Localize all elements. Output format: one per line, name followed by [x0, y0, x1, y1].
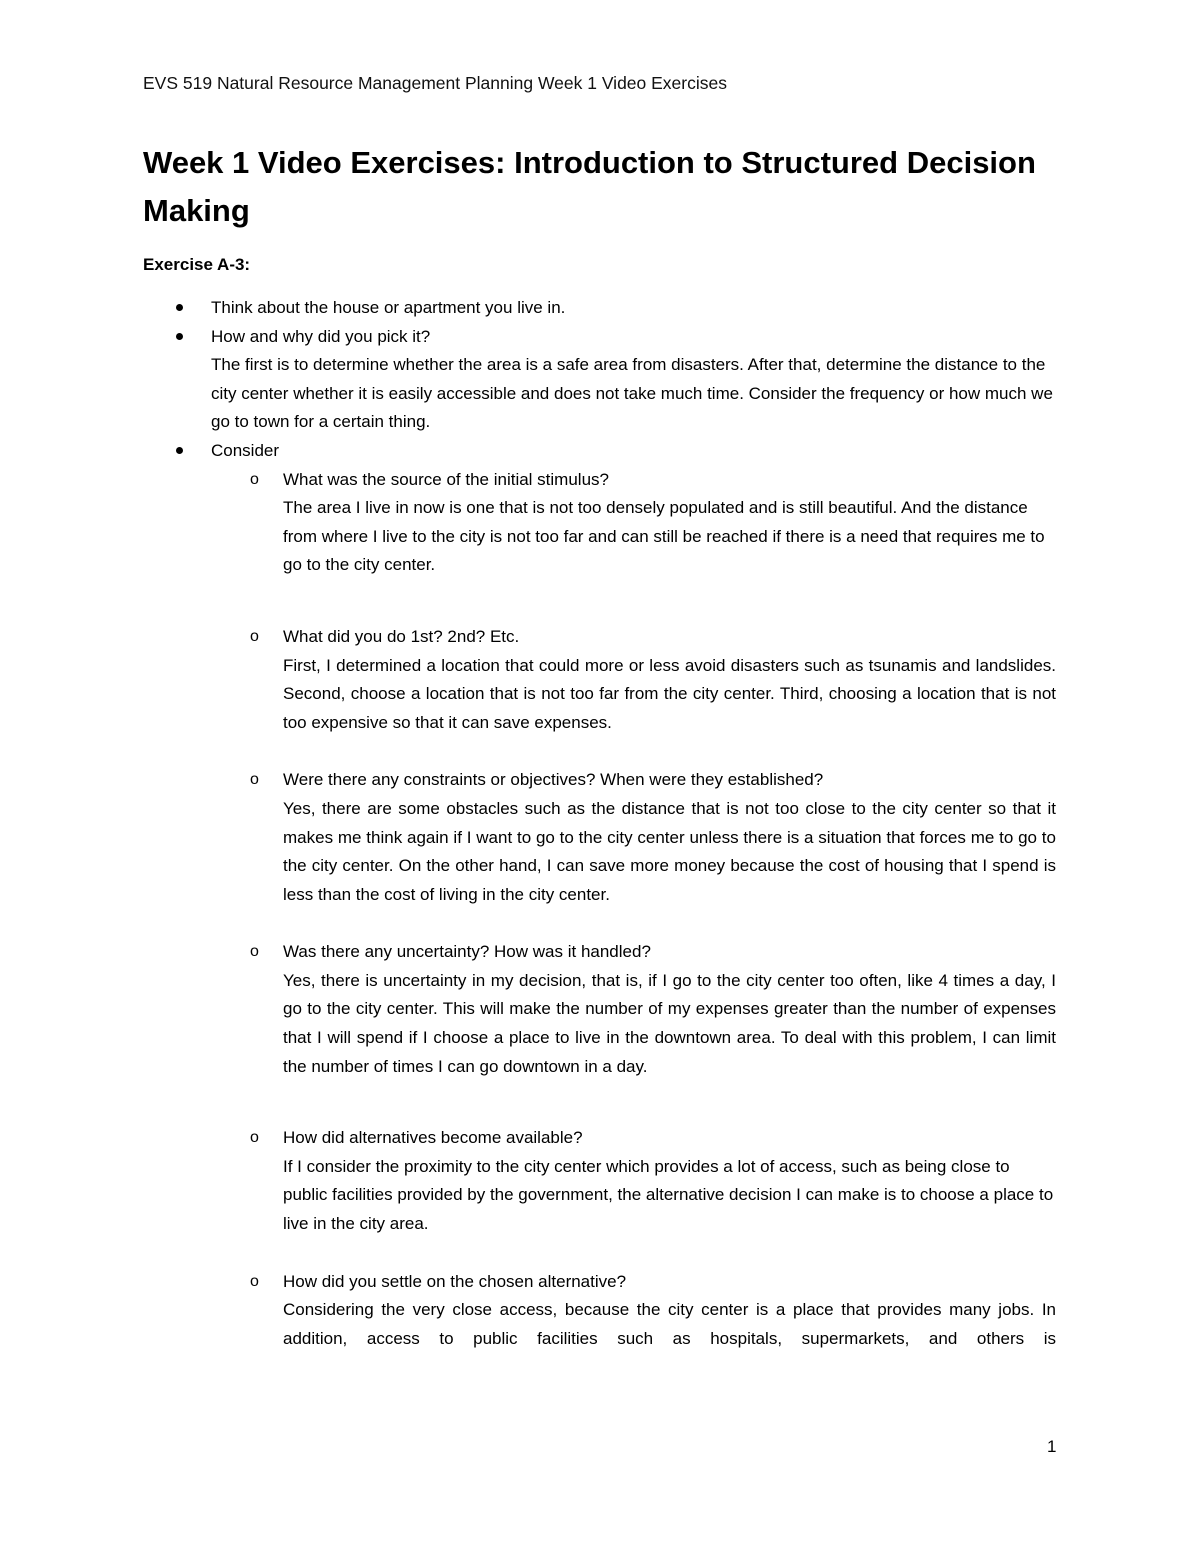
- bullet-text: Consider: [211, 440, 280, 460]
- page-number: 1: [1047, 1437, 1057, 1456]
- question-item: [143, 1268, 1056, 1354]
- sub-bullet-marker: o: [250, 627, 259, 645]
- sub-bullet-marker: o: [250, 771, 259, 789]
- bullet-item: [143, 323, 1063, 437]
- bullet-answer: The first is to determine whether the area is a safe area from disasters. After that, determine the distance to the city center whether it is easily accessible and does not take much time. Consider the frequency or how much we go to town for a certain thing.: [211, 355, 1053, 432]
- question-item: [143, 766, 1056, 909]
- answer-text: If I consider the proximity to the city center which provides a lot of access, such as being close to public facilities provided by the government, the alternative decision I can make is to choose a place to live in the city area.: [283, 1156, 1054, 1234]
- bullet-icon: [176, 333, 183, 340]
- question-item: [143, 623, 1056, 737]
- bullet-item: [143, 437, 1063, 466]
- bullet-text: Think about the house or apartment you live in.: [211, 298, 566, 317]
- answer-text: Yes, there are some obstacles such as the distance that is not too close to the city center so that it makes me think again if I want to go to the city center unless there is a situation that forces me to go to the city center. On the other hand, I can save more money because the cost of housing that I spend is less than the cost of living in the city center.: [283, 798, 1056, 904]
- question-item: [143, 938, 1056, 1081]
- question-text: What did you do 1st? 2nd? Etc.: [283, 626, 520, 646]
- bullet-text: How and why did you pick it?: [211, 326, 431, 346]
- question-text: Was there any uncertainty? How was it handled?: [283, 942, 651, 962]
- question-text: How did alternatives become available?: [283, 1128, 583, 1148]
- page-title: Week 1 Video Exercises: Introduction to Structured Decision Making: [143, 145, 1036, 228]
- exercise-label: Exercise A-3:: [143, 255, 251, 274]
- question-text: Were there any constraints or objectives? When were they established?: [283, 770, 824, 790]
- bullet-item: [143, 294, 1063, 323]
- question-item: [143, 466, 1056, 580]
- sub-bullet-marker: o: [250, 1272, 259, 1290]
- bullet-icon: [176, 447, 183, 454]
- answer-text: The area I live in now is one that is not too densely populated and is still beautiful. And the distance from where I live to the city is not too far and can still be reached if there is a need that requires me to go to the city center.: [283, 498, 1045, 575]
- bullet-icon: [176, 304, 183, 311]
- sub-bullet-marker: o: [250, 470, 259, 488]
- answer-text: Yes, there is uncertainty in my decision, that is, if I go to the city center too often, like 4 times a day, I go to the city center. This will make the number of my expenses greater than the number of expenses that I will spend if I choose a place to live in the downtown area. To deal with this problem, I can limit the number of times I can go downtown in a day.: [283, 970, 1056, 1076]
- sub-bullet-marker: o: [250, 1129, 259, 1147]
- sub-bullet-marker: o: [250, 943, 259, 961]
- question-item: [143, 1124, 1056, 1238]
- answer-text: First, I determined a location that could more or less avoid disasters such as tsunamis and landslides. Second, choose a location that is not too far from the city center. Third, choosing a location that is not too expensive so that it can save expenses.: [283, 655, 1056, 732]
- question-text: What was the source of the initial stimulus?: [283, 469, 609, 489]
- answer-text: Considering the very close access, because the city center is a place that provides many jobs. In addition, access to public facilities such as hospitals, supermarkets, and others is: [283, 1300, 1056, 1348]
- question-text: How did you settle on the chosen alternative?: [283, 1271, 627, 1291]
- bullet-list: [143, 294, 1063, 1353]
- running-header: EVS 519 Natural Resource Management Planning Week 1 Video Exercises: [143, 73, 727, 93]
